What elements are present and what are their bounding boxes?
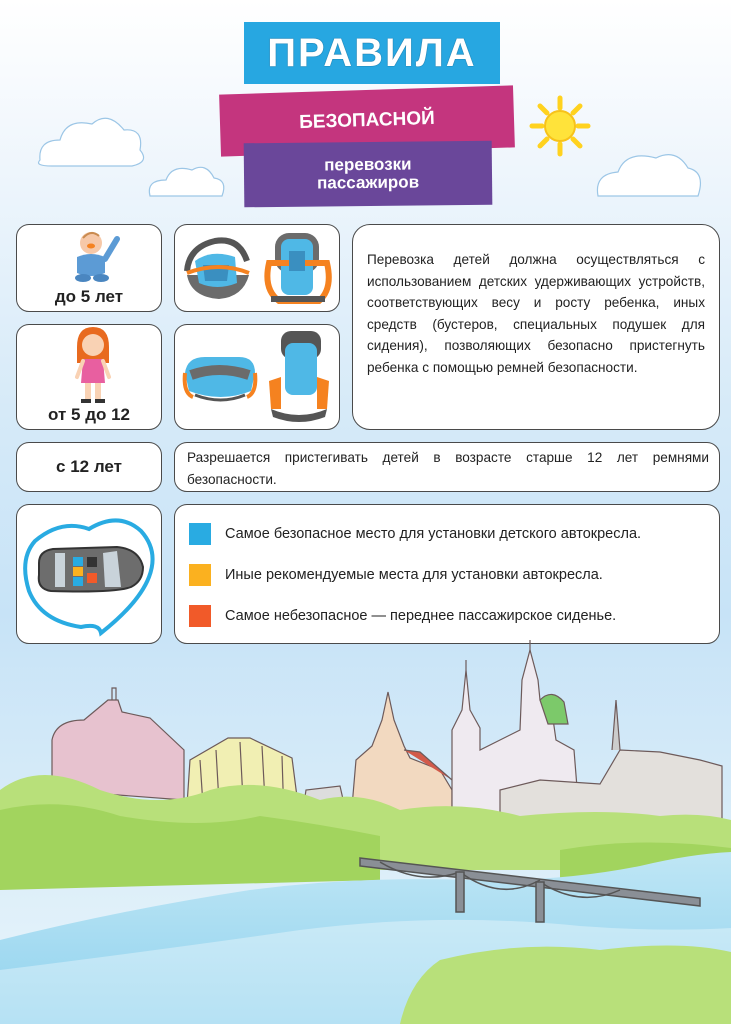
cloud-icon	[39, 118, 144, 166]
over-12-rule-text: Разрешается пристегивать детей в возрасте старше 12 лет ремнями безопасности.	[187, 450, 709, 487]
title-banner-rules	[244, 22, 500, 84]
booster-cushion-icon	[181, 345, 259, 409]
infant-seats-box	[174, 224, 340, 312]
title-line-3a: перевозки	[324, 154, 412, 175]
over-12-rule-box	[174, 442, 720, 492]
title-line-3b: пассажиров	[316, 172, 420, 193]
age-label-under-5: до 5 лет	[54, 287, 124, 306]
legend-swatch-yellow	[189, 564, 211, 586]
girl-icon	[69, 327, 117, 405]
infant-carrier-icon	[181, 231, 257, 305]
age-label-over-12: с 12 лет	[56, 457, 122, 476]
age-label-5-to-12: от 5 до 12	[48, 405, 130, 424]
legend-swatch-blue	[189, 523, 211, 545]
age-box-under-5	[16, 224, 162, 312]
city-landscape-illustration	[0, 640, 731, 1024]
legend-swatch-red	[189, 605, 211, 627]
legend-item-safest	[189, 523, 641, 545]
title-line-2: БЕЗОПАСНОЙ	[298, 107, 436, 134]
baby-icon	[65, 229, 123, 283]
legend-text-safest: Самое безопасное место для установки детского автокресла.	[225, 526, 642, 542]
car-top-view-icon	[21, 511, 157, 637]
cloud-icon	[149, 167, 223, 196]
legend-item-recommended	[189, 564, 603, 586]
legend-text-recommended: Иные рекомендуемые места для установки автокресла.	[225, 567, 603, 583]
legend-text-unsafe: Самое небезопасное — переднее пассажирское сиденье.	[225, 608, 617, 624]
seat-legend-box	[174, 504, 720, 644]
age-box-5-to-12	[16, 324, 162, 430]
title-banner-transport	[244, 141, 493, 208]
sun-icon	[532, 98, 588, 154]
title-line-1: ПРАВИЛА	[267, 30, 477, 75]
age-box-over-12	[16, 442, 162, 492]
child-restraint-rule-box	[352, 224, 720, 430]
booster-seats-box	[174, 324, 340, 430]
child-seat-icon	[263, 229, 335, 307]
cloud-icon	[597, 155, 700, 196]
legend-item-unsafe	[189, 605, 616, 627]
child-restraint-rule-text: Перевозка детей должна осуществляться с использованием детских удерживающих устройств, соответствующих весу и росту ребенка, иных средств (бустеров, специальных подушек для сидения), позволяющих безопасно пристегнуть ребенка с помощью ремней безопасности.	[367, 252, 705, 375]
car-diagram-box	[16, 504, 162, 644]
high-back-booster-icon	[263, 329, 335, 425]
